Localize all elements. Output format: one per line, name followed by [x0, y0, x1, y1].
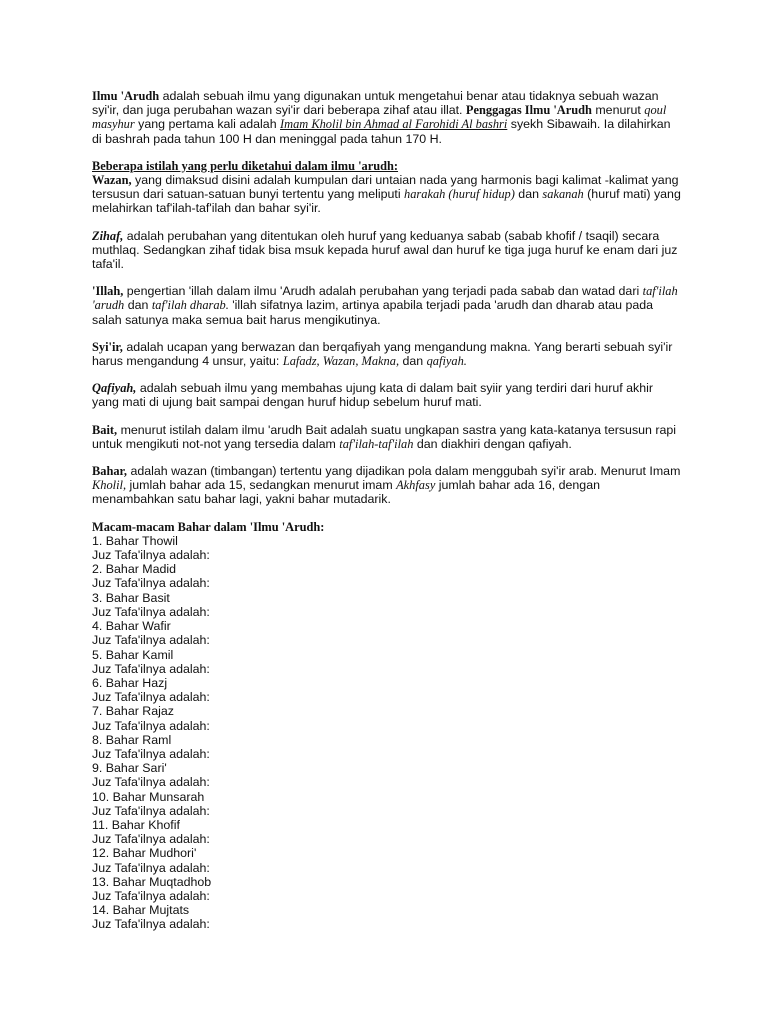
juz-label: Juz Tafa'ilnya adalah: [92, 803, 210, 818]
juz-taf-ilah-line [92, 548, 682, 562]
intro-text-2: menurut [591, 103, 645, 118]
term-qafiyah: Qafiyah, [92, 381, 137, 396]
wazan-paragraph [92, 173, 682, 216]
juz-label: Juz Tafa'ilnya adalah: [92, 576, 210, 591]
illah-text-3: 'illah sifatnya lazim, artinya apabila terjadi pada 'arudh dan dharab atau pada salah satunya maka semua bait harus mengikutinya. [92, 298, 654, 327]
term-syiir: Syi'ir, [92, 339, 123, 354]
term-penggagas: Penggagas Ilmu 'Arudh [465, 103, 592, 118]
intro-paragraph [92, 89, 682, 146]
juz-label: Juz Tafa'ilnya adalah: [92, 604, 210, 619]
zihaf-text: adalah perubahan yang ditentukan oleh huruf yang keduanya sabab (sabab khofif / tsaqil) secara muthlaq. Sedangkan zihaf tidak bisa msuk kepada huruf awal dan huruf ke tiga juga huruf ke enam dari juz tafa'il. [92, 228, 678, 272]
document-page [92, 89, 682, 932]
bahar-name: 4. Bahar Wafir [92, 619, 171, 634]
juz-taf-ilah-line [92, 832, 682, 846]
wazan-text-2: dan [514, 187, 543, 202]
syiir-text-2: dan [399, 354, 427, 369]
zihaf-paragraph [92, 229, 682, 272]
juz-taf-ilah-line [92, 605, 682, 619]
bahar-list [92, 534, 682, 932]
juz-taf-ilah-line [92, 861, 682, 875]
juz-label: Juz Tafa'ilnya adalah: [92, 888, 210, 903]
term-unsur: Lafadz, Wazan, Makna, [282, 354, 400, 369]
illah-paragraph [92, 284, 682, 327]
bahar-name: 2. Bahar Madid [92, 562, 177, 577]
term-wazan: Wazan, [92, 173, 132, 188]
bahar-name: 14. Bahar Mujtats [92, 903, 190, 918]
bahar-text-2: jumlah bahar ada 15, sedangkan menurut imam [126, 478, 397, 493]
illah-text-1: pengertian 'illah dalam ilmu 'Arudh adalah perubahan yang terjadi pada sabab dan watad dari [123, 284, 643, 299]
juz-taf-ilah-line [92, 747, 682, 761]
juz-taf-ilah-line [92, 775, 682, 789]
bahar-name: 5. Bahar Kamil [92, 647, 174, 662]
juz-label: Juz Tafa'ilnya adalah: [92, 690, 210, 705]
juz-taf-ilah-line [92, 889, 682, 903]
bahar-text-3: jumlah bahar ada 16, dengan menambahkan satu bahar lagi, yakni bahar mutadarik. [92, 478, 600, 507]
juz-taf-ilah-line [92, 662, 682, 676]
juz-taf-ilah-line [92, 719, 682, 733]
juz-taf-ilah-line [92, 804, 682, 818]
juz-label: Juz Tafa'ilnya adalah: [92, 775, 210, 790]
term-taf-ilah-taf-ilah: taf'ilah-taf'ilah [339, 436, 414, 451]
term-bahar: Bahar, [92, 464, 128, 479]
juz-label: Juz Tafa'ilnya adalah: [92, 832, 210, 847]
term-bait: Bait, [92, 422, 118, 437]
imam-kholil-link: Imam Kholil bin Ahmad al Farohidi Al bashri [280, 117, 508, 132]
qafiyah-text: adalah sebuah ilmu yang membahas ujung kata di dalam bait syiir yang terdiri dari huruf akhir yang mati di ujung bait sampai dengan huruf hidup sebelum huruf mati. [92, 381, 653, 410]
juz-label: Juz Tafa'ilnya adalah: [92, 718, 210, 733]
bahar-name: 1. Bahar Thowil [92, 533, 178, 548]
bahar-name: 13. Bahar Muqtadhob [92, 874, 212, 889]
term-akhfasy: Akhfasy [396, 478, 436, 493]
juz-label: Juz Tafa'ilnya adalah: [92, 661, 210, 676]
juz-label: Juz Tafa'ilnya adalah: [92, 860, 210, 875]
bahar-name: 3. Bahar Basit [92, 590, 170, 605]
bahar-name: 9. Bahar Sari' [92, 761, 167, 776]
term-sakanah: sakanah [542, 187, 584, 202]
illah-text-2: dan [124, 298, 152, 313]
term-qafiyah-inline: qafiyah. [426, 354, 467, 369]
section-heading: Beberapa istilah yang perlu diketahui dalam ilmu 'arudh: [92, 158, 399, 173]
juz-taf-ilah-line [92, 917, 682, 931]
juz-taf-ilah-line [92, 690, 682, 704]
bahar-text-1: adalah wazan (timbangan) tertentu yang dijadikan pola dalam menggubah syi'ir arab. Menurut Imam [127, 464, 681, 479]
bahar-name: 11. Bahar Khofif [92, 817, 180, 832]
juz-taf-ilah-line [92, 633, 682, 647]
term-ilmu-arudh: Ilmu 'Arudh [92, 89, 160, 103]
bait-text-2: dan diakhiri dengan qafiyah. [413, 436, 572, 451]
term-illah: 'Illah, [92, 284, 124, 299]
bait-paragraph [92, 423, 682, 451]
qafiyah-paragraph [92, 381, 682, 409]
macam-bahar-heading: Macam-macam Bahar dalam 'Ilmu 'Arudh: [92, 519, 325, 534]
term-harakah: harakah (huruf hidup) [404, 187, 515, 202]
bahar-name: 6. Bahar Hazj [92, 675, 168, 690]
bait-text-1: menurut istilah dalam ilmu 'arudh Bait adalah suatu ungkapan sastra yang kata-katanya tersusun rapi untuk mengikuti not-not yang tersedia dalam [92, 422, 677, 451]
wazan-text-3: (huruf mati) yang melahirkan taf'ilah-taf'ilah dan bahar syi'ir. [92, 187, 681, 216]
term-taf-ilah-dharab: taf'ilah dharab. [151, 298, 229, 313]
istilah-section [92, 159, 682, 216]
intro-text-3: yang pertama kali adalah [134, 117, 281, 132]
juz-label: Juz Tafa'ilnya adalah: [92, 917, 210, 932]
bahar-name: 8. Bahar Raml [92, 732, 172, 747]
juz-label: Juz Tafa'ilnya adalah: [92, 633, 210, 648]
bahar-name: 12. Bahar Mudhori' [92, 846, 197, 861]
term-taf-ilah-arudh: taf'ilah 'arudh [92, 284, 678, 313]
juz-label: Juz Tafa'ilnya adalah: [92, 746, 210, 761]
intro-text-4: syekh Sibawaih. Ia dilahirkan di bashrah pada tahun 100 H dan meninggal pada tahun 170 H. [92, 117, 671, 146]
term-kholil: Kholil, [92, 478, 127, 493]
juz-taf-ilah-line [92, 576, 682, 590]
macam-bahar-section [92, 520, 682, 932]
syiir-text-1: adalah ucapan yang berwazan dan berqafiyah yang mengandung makna. Yang berarti sebuah syi'ir harus mengandung 4 unsur, yaitu: [92, 339, 673, 369]
bahar-name: 7. Bahar Rajaz [92, 704, 174, 719]
bahar-paragraph [92, 464, 682, 507]
term-qoul-masyhur: qoul masyhur [92, 103, 667, 132]
wazan-text-1: yang dimaksud disini adalah kumpulan dari untaian nada yang harmonis bagi kalimat -kalimat yang tersusun dari satuan-satuan bunyi tertentu yang meliputi [92, 173, 679, 202]
syiir-paragraph [92, 340, 682, 368]
bahar-name: 10. Bahar Munsarah [92, 789, 205, 804]
term-zihaf: Zihaf, [92, 228, 124, 243]
intro-text-1: adalah sebuah ilmu yang digunakan untuk mengetahui benar atau tidaknya sebuah wazan syi'ir, dan juga perubahan wazan syi'ir dari beberapa zihaf atau illat. [92, 89, 659, 118]
juz-label: Juz Tafa'ilnya adalah: [92, 548, 210, 563]
